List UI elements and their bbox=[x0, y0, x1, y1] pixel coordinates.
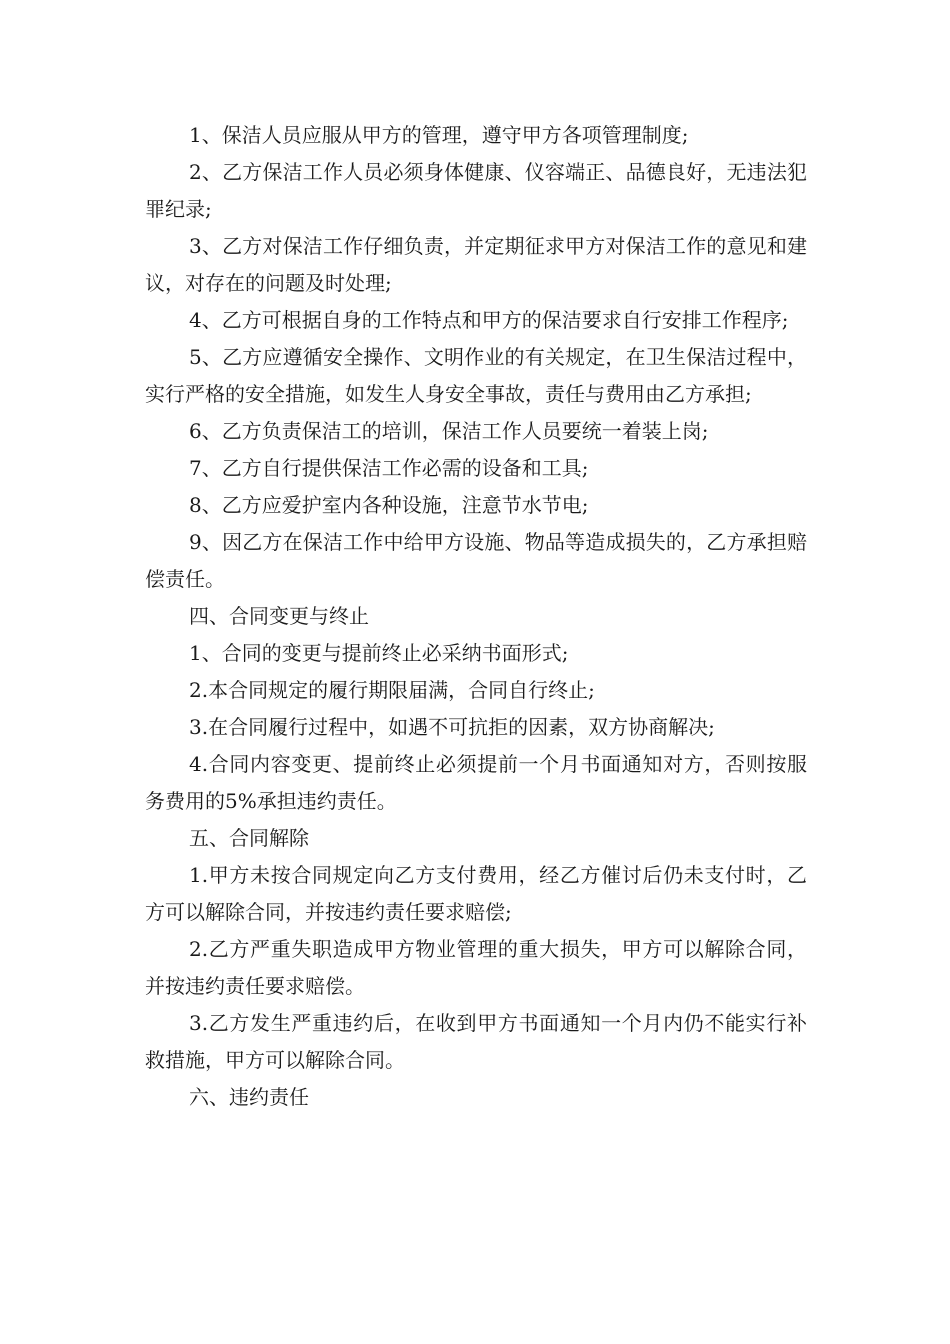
clause-paragraph: 4、乙方可根据自身的工作特点和甲方的保洁要求自行安排工作程序; bbox=[189, 308, 789, 332]
clause-paragraph: 5、乙方应遵循安全操作、文明作业的有关规定，在卫生保洁过程中，实行严格的安全措施，如发生人身安全事故，责任与费用由乙方承担; bbox=[145, 345, 807, 406]
clause-paragraph: 7、乙方自行提供保洁工作必需的设备和工具; bbox=[189, 456, 589, 480]
clause-paragraph: 9、因乙方在保洁工作中给甲方设施、物品等造成损失的，乙方承担赔偿责任。 bbox=[145, 530, 807, 591]
document-body bbox=[145, 117, 807, 1116]
clause-paragraph: 1、合同的变更与提前终止必采纳书面形式; bbox=[189, 641, 569, 665]
clause-paragraph: 8、乙方应爱护室内各种设施，注意节水节电; bbox=[189, 493, 589, 517]
section-heading: 四、合同变更与终止 bbox=[189, 604, 369, 628]
clause-paragraph: 2.乙方严重失职造成甲方物业管理的重大损失，甲方可以解除合同，并按违约责任要求赔偿。 bbox=[145, 937, 807, 998]
clause-paragraph: 1.甲方未按合同规定向乙方支付费用，经乙方催讨后仍未支付时，乙方可以解除合同，并按违约责任要求赔偿; bbox=[145, 863, 807, 924]
section-heading: 五、合同解除 bbox=[189, 826, 309, 850]
clause-paragraph: 2.本合同规定的履行期限届满，合同自行终止; bbox=[189, 678, 595, 702]
clause-paragraph: 4.合同内容变更、提前终止必须提前一个月书面通知对方，否则按服务费用的5%承担违约责任。 bbox=[145, 752, 807, 813]
section-heading: 六、违约责任 bbox=[189, 1085, 309, 1109]
clause-paragraph: 1、保洁人员应服从甲方的管理，遵守甲方各项管理制度; bbox=[189, 123, 689, 147]
clause-paragraph: 6、乙方负责保洁工的培训，保洁工作人员要统一着装上岗; bbox=[189, 419, 709, 443]
clause-paragraph: 3、乙方对保洁工作仔细负责，并定期征求甲方对保洁工作的意见和建议，对存在的问题及时处理; bbox=[145, 234, 807, 295]
clause-paragraph: 2、乙方保洁工作人员必须身体健康、仪容端正、品德良好，无违法犯罪纪录; bbox=[145, 160, 807, 221]
clause-paragraph: 3.乙方发生严重违约后，在收到甲方书面通知一个月内仍不能实行补救措施，甲方可以解除合同。 bbox=[145, 1011, 807, 1072]
clause-paragraph: 3.在合同履行过程中，如遇不可抗拒的因素，双方协商解决; bbox=[189, 715, 715, 739]
